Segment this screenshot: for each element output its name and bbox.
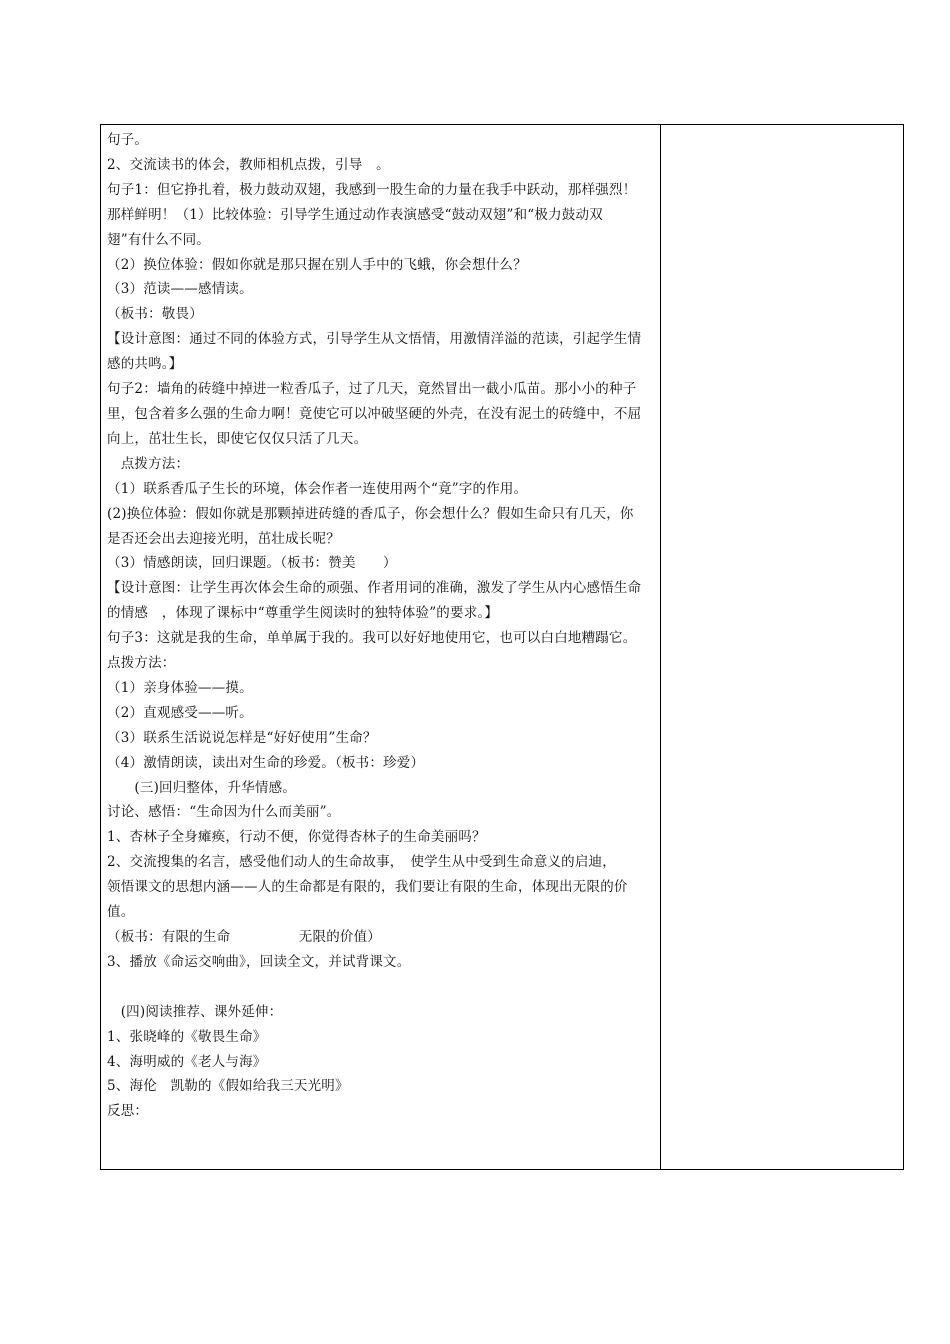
- text-line: (四)阅读推荐、课外延伸：: [107, 1003, 283, 1020]
- text-line: （1）亲身体验——摸。: [107, 679, 253, 696]
- text-line: 2、交流读书的体会，教师相机点拨，引导 。: [107, 156, 390, 173]
- text-line: 是否还会出去迎接光明，茁壮成长呢？: [107, 530, 340, 547]
- text-line: （板书：有限的生命 无限的价值）: [107, 929, 381, 945]
- text-line: 句子1：但它挣扎着，极力鼓动双翅，我感到一股生命的力量在我手中跃动，那样强烈！: [107, 181, 637, 198]
- text-line: 4、海明威的《老人与海》: [107, 1053, 267, 1070]
- text-line: 领悟课文的思想内涵——人的生命都是有限的，我们要让有限的生命，体现出无限的价: [107, 879, 628, 896]
- column-divider: [660, 125, 661, 1169]
- text-line: （2）换位体验：假如你就是那只握在别人手中的飞蛾，你会想什么？: [107, 256, 527, 273]
- text-line: （3）情感朗读，回归课题。（板书：赞美 ）: [107, 555, 397, 572]
- text-line: 2、交流搜集的名言，感受他们动人的生命故事， 使学生从中受到生命意义的启迪，: [107, 854, 616, 871]
- text-line: 值。: [107, 904, 135, 921]
- text-line: 翅”有什么不同。: [107, 231, 211, 248]
- lesson-content-cell: [107, 128, 655, 1124]
- text-line: 句子3：这就是我的生命，单单属于我的。我可以好好地使用它，也可以白白地糟蹋它。: [107, 630, 637, 647]
- text-line: 【设计意图：让学生再次体会生命的顽强、作者用词的准确，激发了学生从内心感悟生命: [107, 580, 642, 597]
- text-line: （3）联系生活说说怎样是“好好使用”生命？: [107, 729, 377, 746]
- text-line: 句子。: [107, 132, 149, 148]
- text-line: 反思：: [107, 1103, 149, 1120]
- text-line: （1）联系香瓜子生长的环境，体会作者一连使用两个“竟”字的作用。: [107, 480, 528, 497]
- notes-cell: [663, 128, 899, 1165]
- text-line: 1、杏林子全身瘫痪，行动不便，你觉得杏林子的生命美丽吗？: [107, 829, 486, 846]
- text-line: (三)回归整体，升华情感。: [107, 779, 297, 796]
- text-line: 点拨方法：: [107, 655, 176, 672]
- text-line: 里，包含着多么强的生命力啊！竟使它可以冲破坚硬的外壳，在没有泥土的砖缝中，不屈: [107, 405, 642, 422]
- text-line: 5、海伦 凯勒的《假如给我三天光明》: [107, 1078, 349, 1095]
- text-line: （2）直观感受——听。: [107, 704, 253, 721]
- lesson-table: [100, 124, 904, 1170]
- blank-line: [107, 975, 655, 1000]
- text-line: 3、播放《命运交响曲》，回读全文，并试背课文。: [107, 953, 411, 970]
- text-line: 的情感 ，体现了课标中“尊重学生阅读时的独特体验”的要求。】: [107, 605, 499, 622]
- text-line: （3）范读——感情读。: [107, 281, 253, 298]
- text-line: 讨论、感悟：“生命因为什么而美丽”。: [107, 804, 341, 821]
- text-line: 句子2：墙角的砖缝中掉进一粒香瓜子，过了几天，竟然冒出一截小瓜苗。那小小的种子: [107, 381, 637, 398]
- text-line: 感的共鸣。】: [107, 356, 183, 373]
- text-line: 那样鲜明！（1）比较体验：引导学生通过动作表演感受“鼓动双翅”和“极力鼓动双: [107, 206, 603, 223]
- text-line: （板书：敬畏）: [107, 306, 203, 323]
- text-line: 向上，茁壮生长，即使它仅仅只活了几天。: [107, 430, 368, 447]
- text-line: 1、张晓峰的《敬畏生命》: [107, 1028, 267, 1045]
- text-line: （4）激情朗读，读出对生命的珍爱。（板书：珍爱）: [107, 754, 425, 771]
- text-line: 点拨方法：: [107, 455, 190, 472]
- text-line: 【设计意图：通过不同的体验方式，引导学生从文悟情，用激情洋溢的范读，引起学生情: [107, 331, 642, 348]
- text-line: (2)换位体验：假如你就是那颗掉进砖缝的香瓜子，你会想什么？假如生命只有几天，你: [107, 505, 634, 522]
